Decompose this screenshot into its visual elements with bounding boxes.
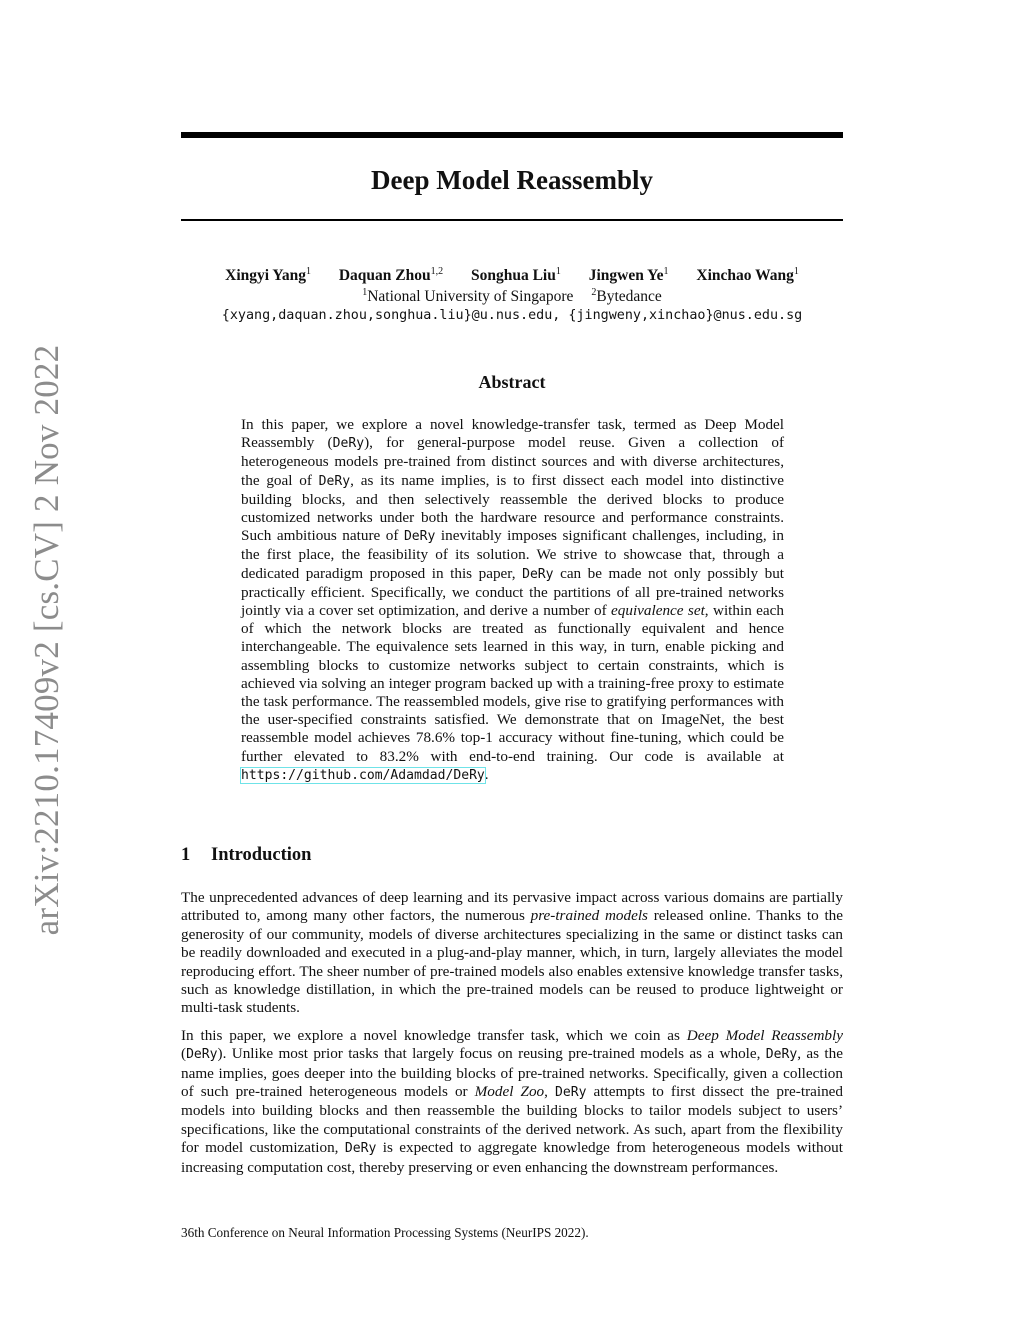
author: Songhua Liu$^1$	[470, 266, 561, 284]
title-rule-bottom	[181, 219, 843, 221]
affiliation: $^1$National University of Singapore	[362, 287, 574, 305]
author-list	[100, 266, 924, 286]
author: Daquan Zhou$^{1,2}$	[338, 266, 444, 284]
author-emails: {xyang,daquan.zhou,songhua.liu}@u.nus.edu, {jingweny,xinchao}@nus.edu.sg	[221, 308, 803, 323]
title-rule-top	[181, 132, 843, 138]
author: Xinchao Wang$^1$	[696, 266, 799, 284]
section-heading-introduction: 1 Introduction	[181, 845, 312, 865]
intro-paragraph: In this paper, we explore a novel knowledge transfer task, which we coin as Deep Model Reassembly (DeRy). Unlike most prior tasks that largely focus on reusing pre-trained models as a whole, DeRy, as the name implies, goes deeper into the building blocks of pre-trained networks. Specifically, given a collection of such pre-trained heterogeneous models or Model Zoo, DeRy attempts to first dissect the pre-trained models into building blocks and then reassemble the building blocks to tailor models subject to users’ specifications, like the computational constraints of the derived network. As such, apart from the flexibility for model customization, DeRy is expected to aggregate knowledge from heterogeneous models without increasing computation cost, thereby preserving or even enhancing the downstream performances.	[181, 1026, 844, 1176]
affiliation: $^2$Bytedance	[591, 287, 662, 305]
arxiv-identifier-watermark: arXiv:2210.17409v2 [cs.CV] 2 Nov 2022	[27, 344, 66, 936]
affiliations	[100, 287, 924, 307]
abstract-heading: Abstract	[478, 372, 546, 392]
abstract-body: In this paper, we explore a novel knowledge-transfer task, termed as Deep Model Reassembly (DeRy), for general-purpose model reuse. Given a collection of heterogeneous models pre-trained from distinct sources and with diverse architectures, the goal of DeRy, as its name implies, is to first dissect each model into distinctive building blocks, and then selectively reassemble the derived blocks to produce customized networks under both the hardware resource and performance constraints. Such ambitious nature of DeRy inevitably imposes significant challenges, including, in the first place, the feasibility of its solution. We strive to showcase that, through a dedicated paradigm proposed in this paper, DeRy can be made not only possibly but practically efficient. Specifically, we conduct the partitions of all pre-trained networks jointly via a cover set optimization, and derive a number of equivalence set, within each of which the network blocks are treated as functionally equivalent and hence interchangeable. The equivalence sets learned in this way, in turn, enable picking and assembling blocks to customize networks subject to certain constraints, which is achieved via solving an integer program backed up with a training-free proxy to estimate the task performance. The reassembled models, give rise to gratifying performances with the user-specified constraints satisfied. We demonstrate that on ImageNet, the best reassemble model achieves 78.6% top-1 accuracy without fine-tuning, which could be further elevated to 83.2% with end-to-end training. Our code is available at https://github.com/Adamdad/DeRy.	[241, 416, 785, 783]
conference-footnote: 36th Conference on Neural Information Processing Systems (NeurIPS 2022).	[181, 1225, 589, 1240]
paper-title: Deep Model Reassembly	[371, 165, 653, 195]
intro-paragraph: The unprecedented advances of deep learning and its pervasive impact across various domains are partially attributed to, among many other factors, the numerous pre-trained models released online. Thanks to the generosity of our community, models of diverse architectures specializing in the same or distinct tasks can be readily downloaded and executed in a plug-and-play manner, which, in turn, largely alleviates the model reproducing effort. The sheer number of pre-trained models also enables extensive knowledge transfer tasks, such as knowledge distillation, in which the pre-trained models can be reused to produce lightweight or multi-task students.	[181, 889, 843, 1017]
author: Xingyi Yang$^1$	[225, 266, 311, 284]
author: Jingwen Ye$^1$	[588, 266, 669, 284]
code-repository-link[interactable]: https://github.com/Adamdad/DeRy	[241, 767, 485, 783]
introduction-body	[181, 889, 843, 1186]
